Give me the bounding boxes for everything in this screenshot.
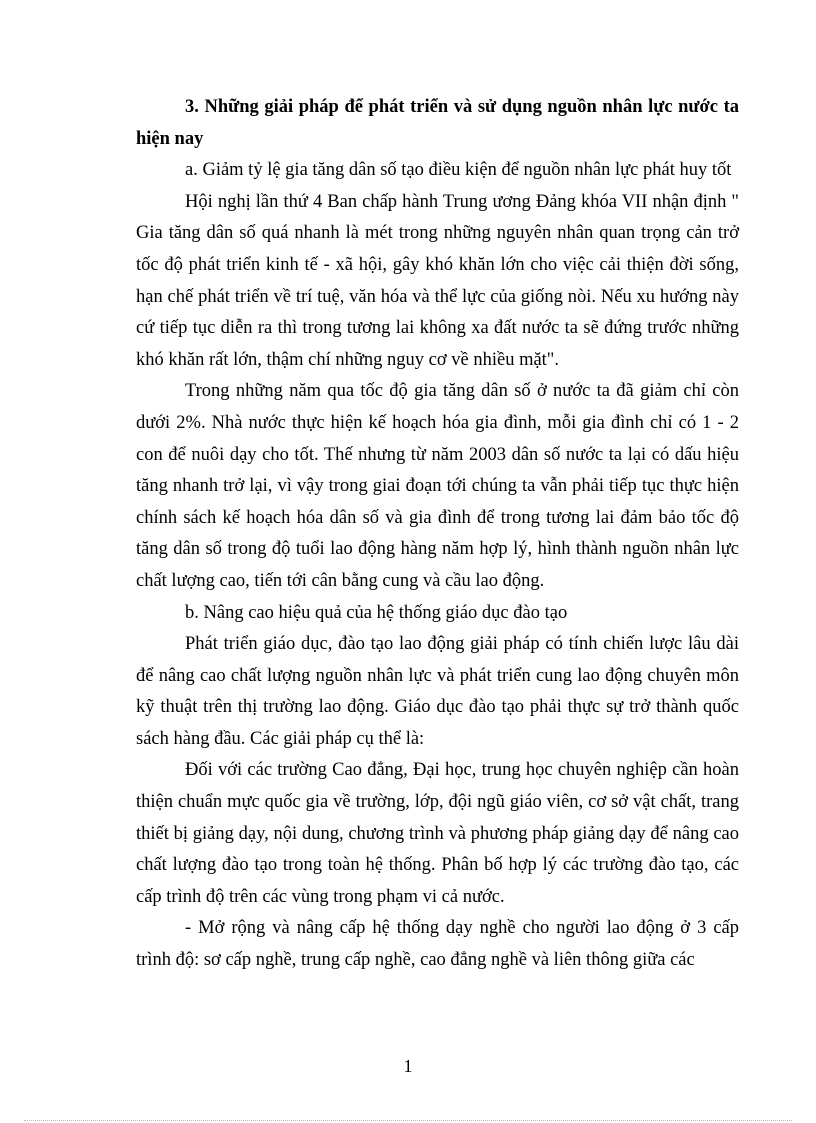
document-body (136, 92, 739, 977)
paragraph-population: Trong những năm qua tốc độ gia tăng dân số ở nước ta đã giảm chỉ còn dưới 2%. Nhà nước thực hiện kế hoạch hóa gia đình, mỗi gia đình chỉ có 1 - 2 con để nuôi dạy cho tốt. Thế nhưng từ năm 2003 dân số nước ta lại có dấu hiệu tăng nhanh trở lại, vì vậy trong giai đoạn tới chúng ta vẫn phải tiếp tục thực hiện chính sách kế hoạch hóa dân số và gia đình để trong tương lai đảm bảo tốc độ tăng dân số trong độ tuổi lao động hàng năm hợp lý, hình thành nguồn nhân lực chất lượng cao, tiến tới cân bằng cung và cầu lao động. (136, 381, 739, 591)
page-bottom-divider (24, 1120, 792, 1121)
paragraph-quote: Hội nghị lần thứ 4 Ban chấp hành Trung ương Đảng khóa VII nhận định " Gia tăng dân số quá nhanh là mét trong những nguyên nhân quan trọng cản trở tốc độ phát triển kinh tế - xã hội, gây khó khăn lớn cho việc cải thiện đời sống, hạn chế phát triển về trí tuệ, văn hóa và thể lực của giống nòi. Nếu xu hướng này cứ tiếp tục diễn ra thì trong tương lai không xa đất nước ta sẽ đứng trước những khó khăn rất lớn, thậm chí những nguy cơ về nhiều mặt". (136, 191, 739, 370)
page-number: 1 (403, 1056, 413, 1076)
section-heading: 3. Những giải pháp để phát triển và sử dụng nguồn nhân lực nước ta hiện nay (136, 97, 739, 149)
subsection-heading-b: b. Nâng cao hiệu quả của hệ thống giáo dục đào tạo (185, 602, 568, 623)
paragraph-universities: Đối với các trường Cao đẳng, Đại học, trung học chuyên nghiệp cần hoàn thiện chuẩn mực quốc gia về trường, lớp, đội ngũ giáo viên, cơ sở vật chất, trang thiết bị giảng dạy, nội dung, chương trình và phương pháp giảng dạy để nâng cao chất lượng đào tạo trong toàn hệ thống. Phân bố hợp lý các trường đào tạo, các cấp trình độ trên các vùng trong phạm vi cả nước. (136, 760, 739, 907)
paragraph-vocational: - Mở rộng và nâng cấp hệ thống dạy nghề cho người lao động ở 3 cấp trình độ: sơ cấp nghề, trung cấp nghề, cao đẳng nghề và liên thông giữa các (136, 918, 739, 971)
subsection-heading-a: a. Giảm tỷ lệ gia tăng dân số tạo điều kiện để nguồn nhân lực phát huy tốt (185, 160, 732, 181)
paragraph-education: Phát triển giáo dục, đào tạo lao động giải pháp có tính chiến lược lâu dài để nâng cao chất lượng nguồn nhân lực và phát triển cung lao động chuyên môn kỹ thuật trên thị trường lao động. Giáo dục đào tạo phải thực sự trở thành quốc sách hàng đầu. Các giải pháp cụ thể là: (136, 634, 739, 749)
